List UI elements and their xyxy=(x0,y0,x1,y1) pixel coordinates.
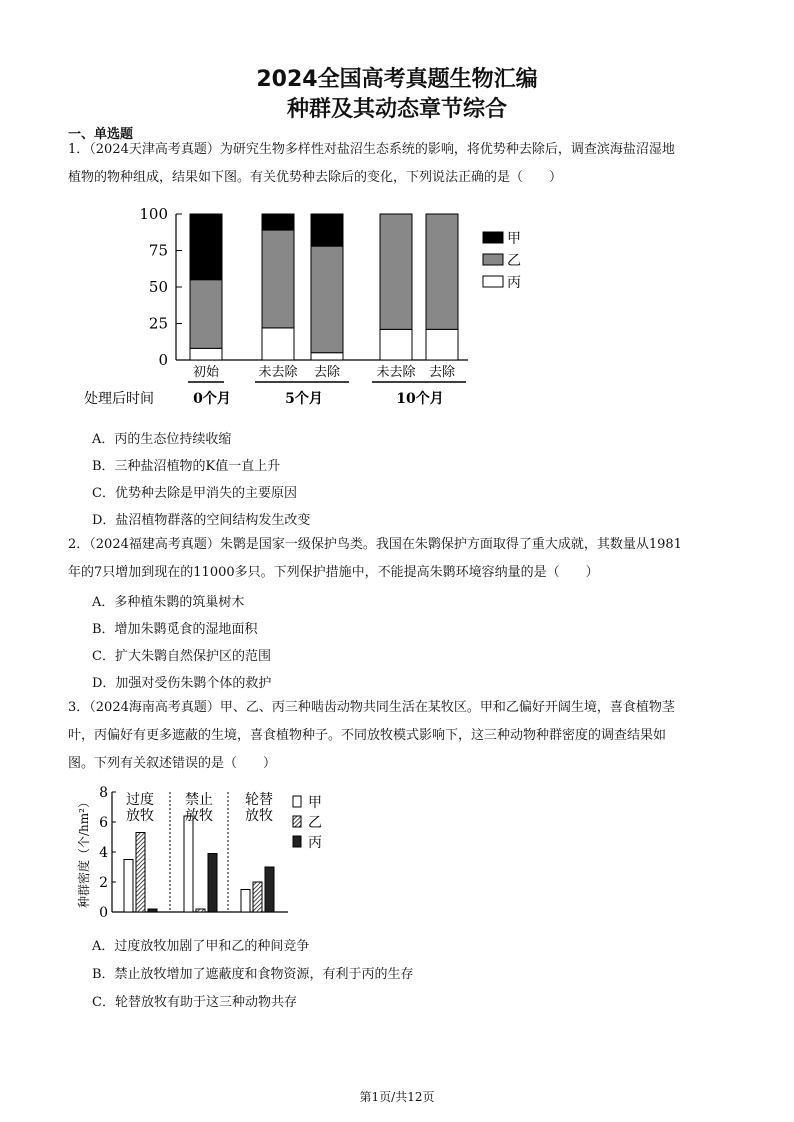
chart-2 xyxy=(0,786,794,926)
bar xyxy=(148,909,157,912)
legend-label: 丙 xyxy=(507,275,521,291)
bar-segment xyxy=(262,230,294,328)
question-2-line1: 2．（2024福建高考真题）朱鹮是国家一级保护鸟类。我国在朱鹮保护方面取得了重大成就，其数量从1981 xyxy=(68,537,682,552)
question-2 xyxy=(68,531,728,587)
group-label: 5个月 xyxy=(285,391,323,407)
question-1 xyxy=(68,136,728,192)
bar-segment xyxy=(190,348,222,360)
category-label: 去除 xyxy=(313,365,341,380)
question-3-line2: 叶，丙偏好有更多遮蔽的生境，喜食植物种子。不同放牧模式影响下，这三种动物种群密度的调查结果如 xyxy=(68,728,667,743)
q3-option-a: A．过度放牧加剧了甲和乙的种间竞争 xyxy=(92,939,310,954)
bar xyxy=(208,854,217,913)
y-tick-label: 8 xyxy=(99,786,108,801)
y-tick-label: 2 xyxy=(99,875,108,891)
bar xyxy=(265,867,274,912)
q2-option-a: A．多种植朱鹮的筑巢树木 xyxy=(92,595,245,610)
bar-segment xyxy=(311,353,343,360)
panel-label: 放牧 xyxy=(126,808,154,824)
category-label: 未去除 xyxy=(258,365,298,380)
y-tick-label: 100 xyxy=(139,205,168,223)
q1-option-b: B．三种盐沼植物的K值一直上升 xyxy=(92,459,281,474)
legend-label: 丙 xyxy=(308,835,322,851)
q2-option-d: D．加强对受伤朱鹮个体的救护 xyxy=(92,676,272,691)
bar xyxy=(124,860,133,913)
bar-segment xyxy=(311,246,343,353)
x-axis-label: 处理后时间 xyxy=(84,391,154,407)
question-1-line2: 植物的物种组成，结果如下图。有关优势种去除后的变化，下列说法正确的是（ ） xyxy=(68,170,563,185)
bar-segment xyxy=(190,214,222,280)
q3-option-c: C．轮替放牧有助于这三种动物共存 xyxy=(92,995,297,1010)
legend-swatch xyxy=(293,816,301,827)
y-tick-label: 0 xyxy=(99,905,108,921)
question-3-line1: 3．（2024海南高考真题）甲、乙、丙三种啮齿动物共同生活在某牧区。甲和乙偏好开阔生境，喜食植物茎 xyxy=(68,700,675,715)
panel-label: 禁止 xyxy=(185,792,213,808)
bar-segment xyxy=(380,214,412,329)
question-3 xyxy=(68,694,728,778)
bar xyxy=(196,909,205,912)
question-2-line2: 年的7只增加到现在的11000多只。下列保护措施中，不能提高朱鹮环境容纳量的是（ ） xyxy=(68,565,599,580)
legend-swatch xyxy=(483,276,503,287)
q3-option-b: B．禁止放牧增加了遮蔽度和食物资源，有利于丙的生存 xyxy=(92,967,414,982)
q1-option-a: A．丙的生态位持续收缩 xyxy=(92,432,232,447)
legend-swatch xyxy=(293,796,301,807)
group-label: 0个月 xyxy=(193,391,231,407)
y-tick-label: 50 xyxy=(148,278,168,296)
question-1-line1: 1．（2024天津高考真题）为研究生物多样性对盐沼生态系统的影响，将优势种去除后，调查滨海盐沼湿地 xyxy=(68,142,675,157)
category-label: 初始 xyxy=(192,365,220,380)
y-tick-label: 75 xyxy=(148,241,168,260)
y-tick-label: 25 xyxy=(148,314,168,333)
legend-label: 乙 xyxy=(308,815,322,831)
bar xyxy=(136,833,145,913)
q1-option-c: C．优势种去除是甲消失的主要原因 xyxy=(92,486,297,501)
bar-segment xyxy=(262,214,294,230)
chart-1 xyxy=(0,198,794,428)
y-tick-label: 6 xyxy=(99,815,108,831)
section-heading: 一、单选题 xyxy=(68,127,134,142)
page-subtitle: 种群及其动态章节综合 xyxy=(286,97,507,122)
y-axis-label: 种群密度（个/hm²） xyxy=(77,796,91,908)
category-label: 未去除 xyxy=(376,365,416,380)
bar-segment xyxy=(426,329,458,360)
bar-segment xyxy=(190,280,222,349)
page-footer: 第1页/共12页 xyxy=(359,1090,435,1104)
legend-swatch xyxy=(483,254,503,265)
bar-segment xyxy=(311,214,343,246)
q2-option-b: B．增加朱鹮觅食的湿地面积 xyxy=(92,622,258,637)
panel-label: 放牧 xyxy=(245,808,273,824)
panel-label: 过度 xyxy=(126,792,154,808)
page-title: 2024全国高考真题生物汇编 xyxy=(256,67,538,92)
q1-option-d: D．盐沼植物群落的空间结构发生改变 xyxy=(92,513,311,528)
legend-label: 甲 xyxy=(507,231,521,247)
legend-swatch xyxy=(293,836,301,847)
q2-option-c: C．扩大朱鹮自然保护区的范围 xyxy=(92,649,271,664)
bar-segment xyxy=(380,329,412,360)
bar-segment xyxy=(262,328,294,360)
legend-label: 乙 xyxy=(507,253,521,269)
panel-label: 放牧 xyxy=(185,808,213,824)
legend-label: 甲 xyxy=(308,795,322,811)
question-3-line3: 图。下列有关叙述错误的是（ ） xyxy=(68,756,277,771)
bar xyxy=(253,882,262,912)
legend-swatch xyxy=(483,232,503,243)
panel-label: 轮替 xyxy=(245,792,273,808)
y-tick-label: 0 xyxy=(158,351,168,369)
group-label: 10个月 xyxy=(396,391,444,407)
bar xyxy=(184,816,193,912)
bar-segment xyxy=(426,214,458,329)
bar xyxy=(241,890,250,913)
category-label: 去除 xyxy=(428,365,456,380)
y-tick-label: 4 xyxy=(99,845,108,861)
